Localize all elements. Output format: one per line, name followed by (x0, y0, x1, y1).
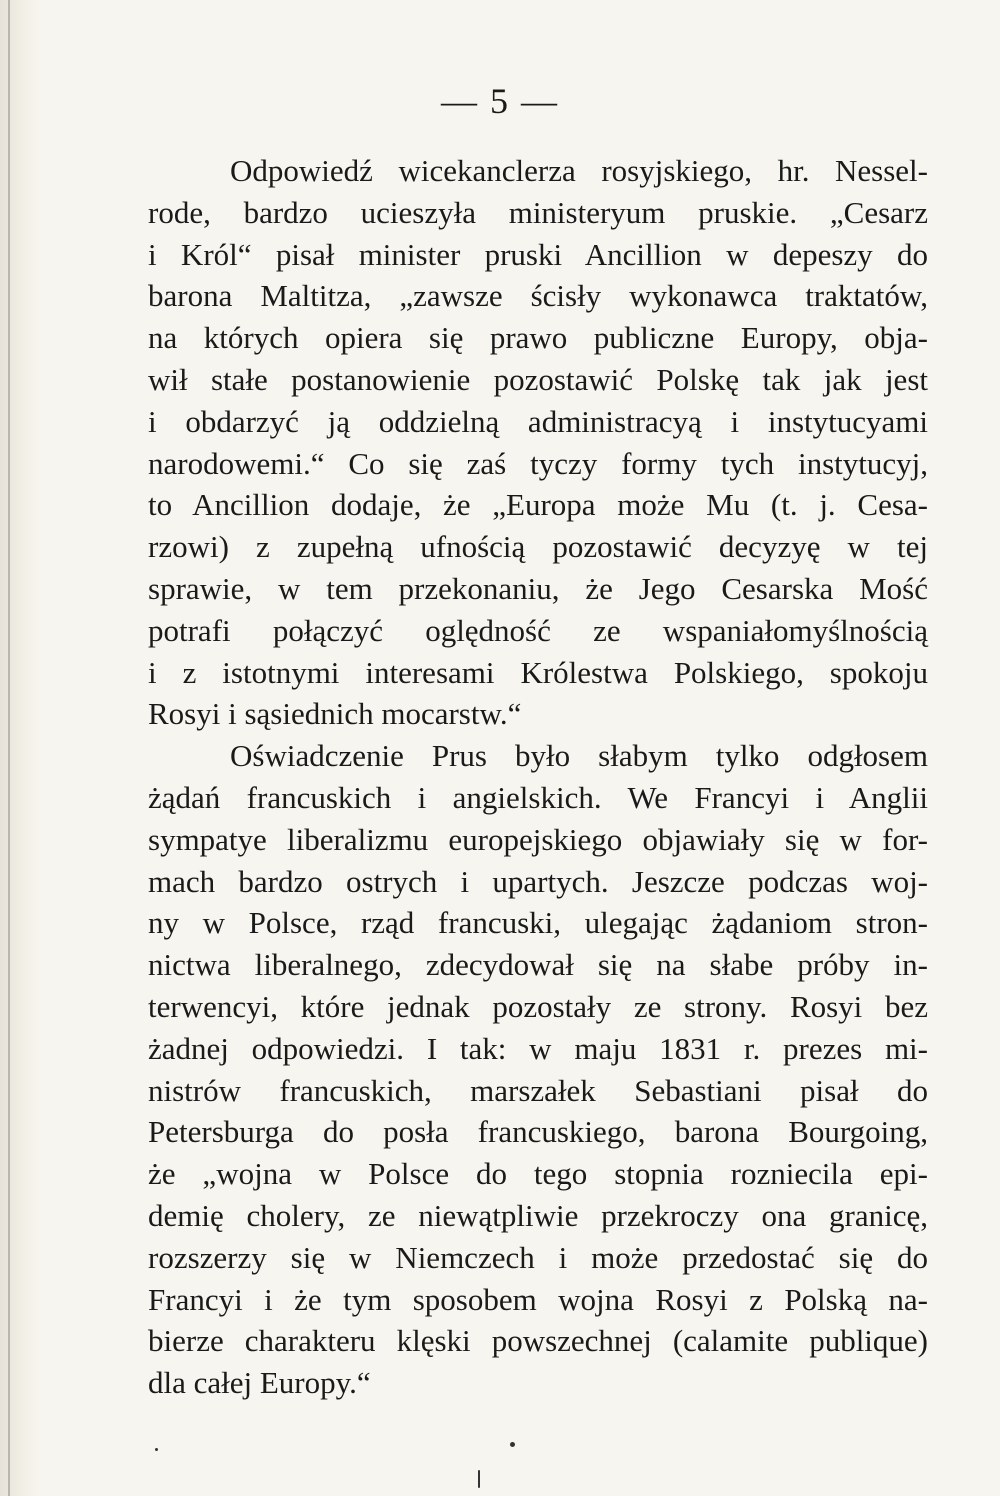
text-line: sprawie, w tem przekonaniu, że Jego Cesarska Mość (148, 570, 928, 606)
text-line: sympatye liberalizmu europejskiego objawiały się w for- (148, 821, 928, 857)
text-line: nistrów francuskich, marszałek Sebastiani pisał do (148, 1072, 928, 1108)
binding-gutter (0, 0, 40, 1496)
paragraph-2 (148, 735, 928, 1404)
text-line: i obdarzyć ją oddzielną administracyą i instytucyami (148, 403, 928, 439)
text-line: Petersburga do posła francuskiego, barona Bourgoing, (148, 1114, 928, 1150)
text-line: nictwa liberalnego, zdecydował się na słabe próby in- (148, 947, 928, 983)
text-line: barona Maltitza, „zawsze ścisły wykonawca traktatów, (148, 278, 928, 314)
text-line: Oświadczenie Prus było słabym tylko odgłosem (230, 738, 928, 774)
text-line: rozszerzy się w Niemczech i może przedostać się do (148, 1239, 928, 1275)
text-line: demię cholery, ze niewątpliwie przekroczy ona granicę, (148, 1197, 928, 1233)
text-line: i Król“ pisał minister pruski Ancillion w depeszy do (148, 236, 928, 272)
text-line: Odpowiedź wicekanclerza rosyjskiego, hr. Nessel- (230, 153, 928, 188)
text-line: mach bardzo ostrych i upartych. Jeszcze podczas woj- (148, 863, 928, 899)
page-number: — 5 — (441, 81, 559, 121)
binding-edge (8, 0, 10, 1496)
text-line: żadnej odpowiedzi. I tak: w maju 1831 r. prezes mi- (148, 1030, 928, 1066)
text-line: ny w Polsce, rząd francuski, ulegając żądaniom stron- (148, 905, 928, 941)
ink-speck (478, 1470, 480, 1488)
paragraph-1 (148, 150, 928, 735)
text-line: na których opiera się prawo publiczne Europy, obja- (148, 320, 928, 356)
text-line: rode, bardzo ucieszyła ministeryum pruskie. „Cesarz (148, 194, 928, 230)
text-line: bierze charakteru klęski powszechnej (calamite publique) (148, 1323, 928, 1359)
text-line: potrafi połączyć oględność ze wspaniałomyślnością (148, 612, 928, 648)
text-line: żądań francuskich i angielskich. We Francyi i Anglii (148, 779, 928, 815)
text-line: Francyi i że tym sposobem wojna Rosyi z Polską na- (148, 1281, 928, 1317)
text-line: wił stałe postanowienie pozostawić Polskę tak jak jest (148, 361, 928, 397)
text-line: Rosyi i sąsiednich mocarstw.“ (148, 696, 522, 732)
text-line: terwencyi, które jednak pozostały ze strony. Rosyi bez (148, 988, 928, 1024)
text-line: narodowemi.“ Co się zaś tyczy formy tych instytucyj, (148, 445, 928, 481)
body-text (148, 150, 928, 1404)
ink-speck (155, 1448, 158, 1451)
text-line: rzowi) z zupełną ufnością pozostawić decyzyę w tej (148, 529, 928, 565)
text-line: że „wojna w Polsce do tego stopnia rozniecila epi- (148, 1156, 928, 1192)
text-line: i z istotnymi interesami Królestwa Polskiego, spokoju (148, 654, 928, 690)
text-line: to Ancillion dodaje, że „Europa może Mu (t. j. Cesa- (148, 487, 928, 523)
text-line: dla całej Europy.“ (148, 1365, 371, 1401)
ink-speck (510, 1442, 515, 1447)
